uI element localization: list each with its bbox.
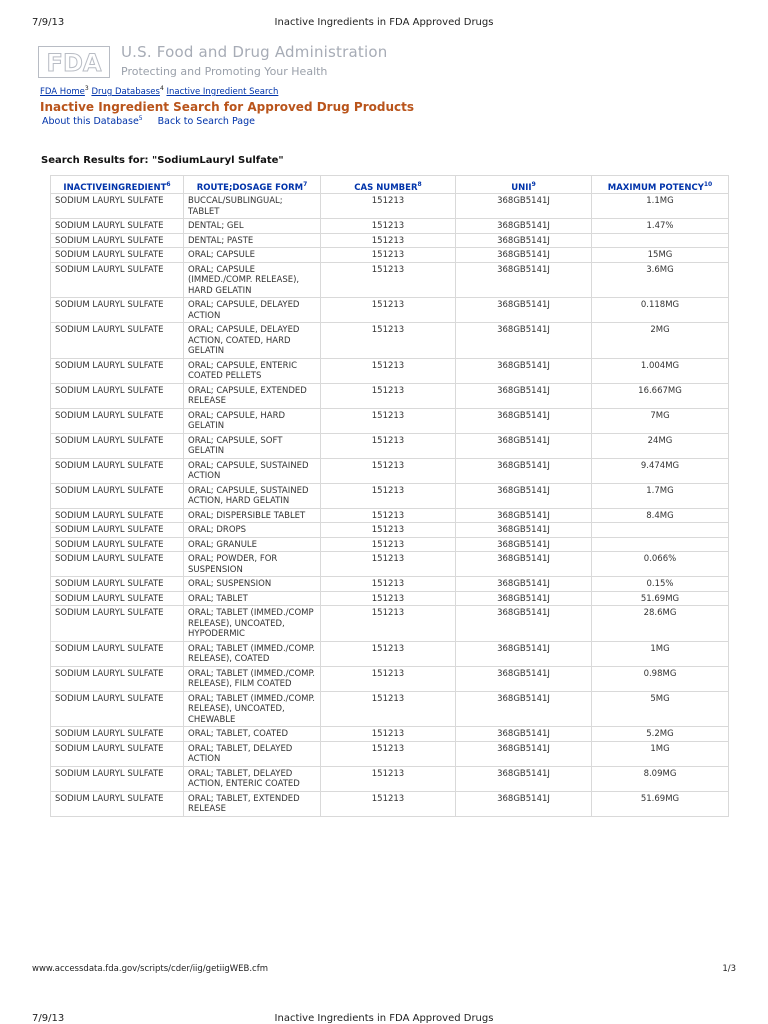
cell-cas-number: 151213 — [321, 552, 456, 577]
page-title: Inactive Ingredient Search for Approved Drug Products — [40, 100, 414, 114]
cell-route-dosage-form: ORAL; CAPSULE, HARD GELATIN — [184, 408, 321, 433]
cell-max-potency: 8.4MG — [592, 508, 729, 523]
cell-route-dosage-form: ORAL; CAPSULE, SUSTAINED ACTION, HARD GELATIN — [184, 483, 321, 508]
cell-route-dosage-form: DENTAL; GEL — [184, 219, 321, 234]
cell-cas-number: 151213 — [321, 248, 456, 263]
cell-unii: 368GB5141J — [456, 666, 592, 691]
cell-unii: 368GB5141J — [456, 458, 592, 483]
cell-max-potency: 1MG — [592, 741, 729, 766]
cell-ingredient: SODIUM LAURYL SULFATE — [51, 537, 184, 552]
cell-max-potency: 5MG — [592, 691, 729, 727]
cell-route-dosage-form: ORAL; CAPSULE, SUSTAINED ACTION — [184, 458, 321, 483]
cell-route-dosage-form: ORAL; POWDER, FOR SUSPENSION — [184, 552, 321, 577]
cell-unii: 368GB5141J — [456, 194, 592, 219]
agency-name[interactable]: U.S. Food and Drug Administration — [121, 43, 388, 61]
table-row — [51, 408, 729, 433]
cell-route-dosage-form: ORAL; CAPSULE, DELAYED ACTION — [184, 298, 321, 323]
cell-unii: 368GB5141J — [456, 577, 592, 592]
cell-ingredient: SODIUM LAURYL SULFATE — [51, 248, 184, 263]
table-row — [51, 219, 729, 234]
cell-route-dosage-form: DENTAL; PASTE — [184, 233, 321, 248]
cell-max-potency: 15MG — [592, 248, 729, 263]
cell-route-dosage-form: ORAL; TABLET, DELAYED ACTION, ENTERIC COATED — [184, 766, 321, 791]
cell-max-potency: 1.47% — [592, 219, 729, 234]
cell-cas-number: 151213 — [321, 741, 456, 766]
cell-max-potency: 5.2MG — [592, 727, 729, 742]
cell-route-dosage-form: ORAL; CAPSULE, EXTENDED RELEASE — [184, 383, 321, 408]
cell-ingredient: SODIUM LAURYL SULFATE — [51, 194, 184, 219]
cell-max-potency: 3.6MG — [592, 262, 729, 298]
cell-unii: 368GB5141J — [456, 741, 592, 766]
cell-unii: 368GB5141J — [456, 323, 592, 359]
table-row — [51, 641, 729, 666]
cell-cas-number: 151213 — [321, 727, 456, 742]
cell-ingredient: SODIUM LAURYL SULFATE — [51, 523, 184, 538]
cell-route-dosage-form: ORAL; TABLET, EXTENDED RELEASE — [184, 791, 321, 816]
cell-max-potency — [592, 233, 729, 248]
cell-max-potency: 1.7MG — [592, 483, 729, 508]
cell-route-dosage-form: ORAL; CAPSULE, ENTERIC COATED PELLETS — [184, 358, 321, 383]
cell-unii: 368GB5141J — [456, 358, 592, 383]
cell-cas-number: 151213 — [321, 194, 456, 219]
print-header — [32, 17, 736, 31]
cell-ingredient: SODIUM LAURYL SULFATE — [51, 727, 184, 742]
table-row — [51, 323, 729, 359]
cell-route-dosage-form: ORAL; DISPERSIBLE TABLET — [184, 508, 321, 523]
next-page-date: 7/9/13 — [32, 1013, 65, 1024]
cell-ingredient: SODIUM LAURYL SULFATE — [51, 791, 184, 816]
header-cas-number[interactable]: CAS NUMBER$^8$ — [321, 176, 456, 194]
cell-max-potency: 0.98MG — [592, 666, 729, 691]
cell-unii: 368GB5141J — [456, 248, 592, 263]
cell-ingredient: SODIUM LAURYL SULFATE — [51, 741, 184, 766]
table-row — [51, 691, 729, 727]
cell-unii: 368GB5141J — [456, 483, 592, 508]
cell-unii: 368GB5141J — [456, 433, 592, 458]
cell-route-dosage-form: ORAL; CAPSULE, SOFT GELATIN — [184, 433, 321, 458]
cell-cas-number: 151213 — [321, 408, 456, 433]
breadcrumb-drug-databases[interactable]: Drug Databases — [91, 86, 160, 97]
cell-cas-number: 151213 — [321, 577, 456, 592]
table-row — [51, 577, 729, 592]
cell-max-potency: 1.1MG — [592, 194, 729, 219]
cell-route-dosage-form: BUCCAL/SUBLINGUAL; TABLET — [184, 194, 321, 219]
cell-unii: 368GB5141J — [456, 591, 592, 606]
cell-unii: 368GB5141J — [456, 219, 592, 234]
back-to-search-link[interactable]: Back to Search Page — [157, 116, 255, 128]
table-row — [51, 727, 729, 742]
cell-ingredient: SODIUM LAURYL SULFATE — [51, 591, 184, 606]
cell-max-potency: 9.474MG — [592, 458, 729, 483]
cell-route-dosage-form: ORAL; TABLET (IMMED./COMP. RELEASE), FILM COATED — [184, 666, 321, 691]
header-route-dosage-form[interactable]: ROUTE;DOSAGE FORM$^7$ — [184, 176, 321, 194]
cell-route-dosage-form: ORAL; CAPSULE — [184, 248, 321, 263]
cell-ingredient: SODIUM LAURYL SULFATE — [51, 233, 184, 248]
cell-max-potency — [592, 537, 729, 552]
table-row — [51, 766, 729, 791]
cell-cas-number: 151213 — [321, 606, 456, 642]
cell-route-dosage-form: ORAL; GRANULE — [184, 537, 321, 552]
table-row — [51, 458, 729, 483]
cell-max-potency: 51.69MG — [592, 791, 729, 816]
table-body — [51, 194, 729, 817]
cell-ingredient: SODIUM LAURYL SULFATE — [51, 408, 184, 433]
breadcrumb — [40, 85, 278, 97]
table-row — [51, 383, 729, 408]
cell-max-potency: 24MG — [592, 433, 729, 458]
table-row — [51, 233, 729, 248]
print-date: 7/9/13 — [32, 17, 65, 28]
cell-unii: 368GB5141J — [456, 537, 592, 552]
cell-route-dosage-form: ORAL; TABLET (IMMED./COMP RELEASE), UNCOATED, HYPODERMIC — [184, 606, 321, 642]
table-row — [51, 591, 729, 606]
cell-unii: 368GB5141J — [456, 606, 592, 642]
header-inactive-ingredient[interactable]: INACTIVEINGREDIENT$^6$ — [51, 176, 184, 194]
cell-unii: 368GB5141J — [456, 766, 592, 791]
cell-route-dosage-form: ORAL; TABLET (IMMED./COMP. RELEASE), UNCOATED, CHEWABLE — [184, 691, 321, 727]
cell-cas-number: 151213 — [321, 591, 456, 606]
about-ref: 5 — [138, 115, 143, 122]
cell-ingredient: SODIUM LAURYL SULFATE — [51, 219, 184, 234]
page-number: 1/3 — [722, 964, 736, 974]
cell-max-potency: 1.004MG — [592, 358, 729, 383]
cell-cas-number: 151213 — [321, 262, 456, 298]
cell-ingredient: SODIUM LAURYL SULFATE — [51, 606, 184, 642]
header-unii[interactable]: UNII$^9$ — [456, 176, 592, 194]
cell-route-dosage-form: ORAL; TABLET — [184, 591, 321, 606]
cell-max-potency: 0.15% — [592, 577, 729, 592]
cell-unii: 368GB5141J — [456, 262, 592, 298]
cell-ingredient: SODIUM LAURYL SULFATE — [51, 383, 184, 408]
cell-cas-number: 151213 — [321, 219, 456, 234]
table-row — [51, 741, 729, 766]
cell-cas-number: 151213 — [321, 691, 456, 727]
cell-cas-number: 151213 — [321, 483, 456, 508]
cell-ingredient: SODIUM LAURYL SULFATE — [51, 262, 184, 298]
print-url: www.accessdata.fda.gov/scripts/cder/iig/getiigWEB.cfm — [32, 964, 269, 974]
cell-max-potency: 0.118MG — [592, 298, 729, 323]
about-database-link[interactable]: About this Database — [42, 116, 139, 128]
cell-cas-number: 151213 — [321, 508, 456, 523]
table-row — [51, 537, 729, 552]
cell-ingredient: SODIUM LAURYL SULFATE — [51, 358, 184, 383]
cell-unii: 368GB5141J — [456, 233, 592, 248]
cell-ingredient: SODIUM LAURYL SULFATE — [51, 666, 184, 691]
table-row — [51, 298, 729, 323]
cell-ingredient: SODIUM LAURYL SULFATE — [51, 766, 184, 791]
cell-route-dosage-form: ORAL; CAPSULE, DELAYED ACTION, COATED, HARD GELATIN — [184, 323, 321, 359]
print-title: Inactive Ingredients in FDA Approved Drugs — [274, 17, 494, 28]
table-row — [51, 508, 729, 523]
table-row — [51, 358, 729, 383]
table-header-row — [51, 176, 729, 194]
table-row — [51, 552, 729, 577]
table-row — [51, 262, 729, 298]
cell-unii: 368GB5141J — [456, 791, 592, 816]
table-row — [51, 666, 729, 691]
results-heading: Search Results for: "SodiumLauryl Sulfate" — [41, 155, 284, 166]
cell-cas-number: 151213 — [321, 666, 456, 691]
cell-cas-number: 151213 — [321, 323, 456, 359]
cell-cas-number: 151213 — [321, 458, 456, 483]
agency-tagline: Protecting and Promoting Your Health — [121, 65, 328, 78]
table-row — [51, 791, 729, 816]
cell-route-dosage-form: ORAL; TABLET (IMMED./COMP. RELEASE), COATED — [184, 641, 321, 666]
breadcrumb-inactive-ingredient-search[interactable]: Inactive Ingredient Search — [166, 86, 279, 97]
cell-unii: 368GB5141J — [456, 552, 592, 577]
cell-ingredient: SODIUM LAURYL SULFATE — [51, 552, 184, 577]
cell-ingredient: SODIUM LAURYL SULFATE — [51, 298, 184, 323]
cell-cas-number: 151213 — [321, 523, 456, 538]
cell-cas-number: 151213 — [321, 641, 456, 666]
cell-cas-number: 151213 — [321, 537, 456, 552]
cell-ingredient: SODIUM LAURYL SULFATE — [51, 691, 184, 727]
cell-cas-number: 151213 — [321, 358, 456, 383]
cell-ingredient: SODIUM LAURYL SULFATE — [51, 433, 184, 458]
cell-cas-number: 151213 — [321, 233, 456, 248]
cell-unii: 368GB5141J — [456, 383, 592, 408]
breadcrumb-fda-home[interactable]: FDA Home — [40, 86, 85, 97]
sub-links — [42, 115, 255, 127]
cell-max-potency: 28.6MG — [592, 606, 729, 642]
cell-route-dosage-form: ORAL; SUSPENSION — [184, 577, 321, 592]
cell-ingredient: SODIUM LAURYL SULFATE — [51, 508, 184, 523]
cell-unii: 368GB5141J — [456, 641, 592, 666]
cell-unii: 368GB5141J — [456, 508, 592, 523]
cell-unii: 368GB5141J — [456, 727, 592, 742]
table-row — [51, 433, 729, 458]
cell-cas-number: 151213 — [321, 766, 456, 791]
next-page-title: Inactive Ingredients in FDA Approved Drugs — [274, 1013, 494, 1024]
cell-ingredient: SODIUM LAURYL SULFATE — [51, 323, 184, 359]
cell-route-dosage-form: ORAL; TABLET, COATED — [184, 727, 321, 742]
cell-max-potency: 7MG — [592, 408, 729, 433]
cell-ingredient: SODIUM LAURYL SULFATE — [51, 483, 184, 508]
cell-route-dosage-form: ORAL; TABLET, DELAYED ACTION — [184, 741, 321, 766]
cell-unii: 368GB5141J — [456, 523, 592, 538]
table-row — [51, 248, 729, 263]
results-table — [50, 175, 729, 817]
breadcrumb-ref: 3 — [84, 85, 89, 92]
cell-max-potency: 8.09MG — [592, 766, 729, 791]
cell-max-potency: 2MG — [592, 323, 729, 359]
cell-max-potency: 16.667MG — [592, 383, 729, 408]
cell-ingredient: SODIUM LAURYL SULFATE — [51, 641, 184, 666]
cell-cas-number: 151213 — [321, 298, 456, 323]
table-row — [51, 194, 729, 219]
table-row — [51, 606, 729, 642]
cell-max-potency — [592, 523, 729, 538]
breadcrumb-ref: 4 — [159, 85, 164, 92]
fda-logo-text: FDA — [46, 49, 102, 77]
table-row — [51, 523, 729, 538]
cell-ingredient: SODIUM LAURYL SULFATE — [51, 458, 184, 483]
cell-unii: 368GB5141J — [456, 408, 592, 433]
cell-max-potency: 51.69MG — [592, 591, 729, 606]
cell-ingredient: SODIUM LAURYL SULFATE — [51, 577, 184, 592]
cell-cas-number: 151213 — [321, 383, 456, 408]
cell-max-potency: 0.066% — [592, 552, 729, 577]
cell-cas-number: 151213 — [321, 433, 456, 458]
header-maximum-potency[interactable]: MAXIMUM POTENCY$^{10}$ — [592, 176, 729, 194]
cell-cas-number: 151213 — [321, 791, 456, 816]
cell-route-dosage-form: ORAL; CAPSULE (IMMED./COMP. RELEASE), HARD GELATIN — [184, 262, 321, 298]
cell-route-dosage-form: ORAL; DROPS — [184, 523, 321, 538]
table-row — [51, 483, 729, 508]
cell-unii: 368GB5141J — [456, 298, 592, 323]
cell-max-potency: 1MG — [592, 641, 729, 666]
cell-unii: 368GB5141J — [456, 691, 592, 727]
fda-logo[interactable] — [38, 46, 110, 78]
